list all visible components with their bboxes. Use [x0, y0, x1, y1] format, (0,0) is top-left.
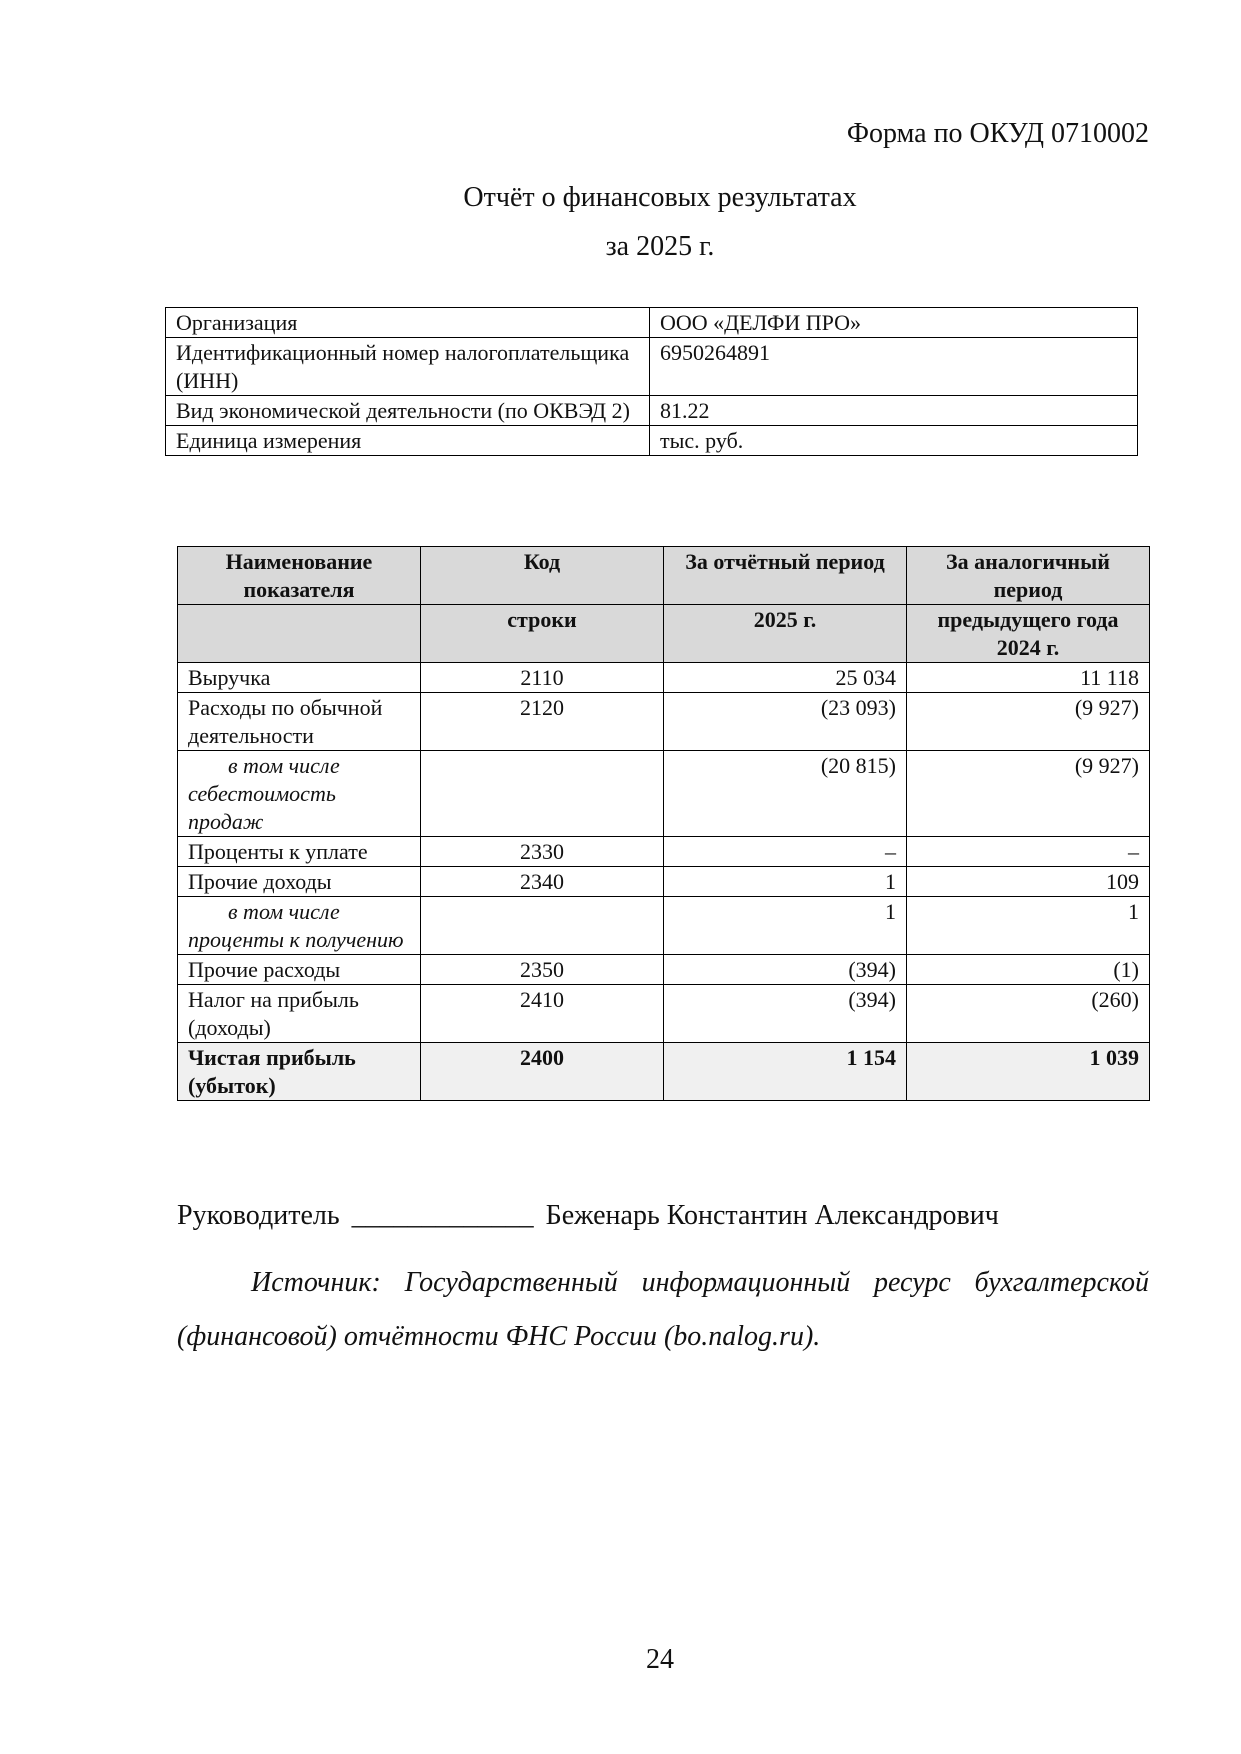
info-label: Единица измерения	[166, 426, 650, 456]
signature-line	[177, 1198, 999, 1234]
total-row	[178, 1043, 1150, 1101]
row-name: Чистая прибыль (убыток)	[178, 1043, 421, 1101]
source-note: Источник: Государственный информационный ресурс бухгалтерской (финансовой) отчётности ФНС России (bo.nalog.ru).	[177, 1267, 1149, 1352]
table-row	[178, 693, 1150, 751]
row-current: (20 815)	[664, 751, 907, 837]
row-previous: (1)	[907, 955, 1150, 985]
table-row	[178, 867, 1150, 897]
table-row	[178, 837, 1150, 867]
row-current: 1	[664, 897, 907, 955]
header-name-2	[178, 605, 421, 663]
table-row	[178, 985, 1150, 1043]
row-code: 2400	[421, 1043, 664, 1101]
row-code: 2330	[421, 837, 664, 867]
table-header-row	[178, 605, 1150, 663]
row-current: 1	[664, 867, 907, 897]
financial-results-table	[177, 546, 1150, 1101]
table-row	[178, 955, 1150, 985]
header-current-2: 2025 г.	[664, 605, 907, 663]
info-label: Идентификационный номер налогоплательщика (ИНН)	[166, 338, 650, 396]
table-row	[178, 751, 1150, 837]
header-previous-2: предыдущего года 2024 г.	[907, 605, 1150, 663]
row-code	[421, 751, 664, 837]
row-current: 25 034	[664, 663, 907, 693]
row-previous: (9 927)	[907, 751, 1150, 837]
report-title: Отчёт о финансовых результатах	[463, 182, 857, 213]
header-current: За отчётный период	[664, 547, 907, 605]
row-previous: 109	[907, 867, 1150, 897]
table-row	[178, 663, 1150, 693]
row-name: Расходы по обычной деятельности	[178, 693, 421, 751]
header-code-2: строки	[421, 605, 664, 663]
row-code: 2340	[421, 867, 664, 897]
row-name: в том числе себестоимость продаж	[178, 751, 421, 837]
header-code: Код	[421, 547, 664, 605]
info-row	[166, 426, 1138, 456]
form-code: Форма по ОКУД 0710002	[846, 118, 1149, 149]
organization-info-table	[165, 307, 1138, 456]
row-previous: –	[907, 837, 1150, 867]
row-current: –	[664, 837, 907, 867]
row-current: (23 093)	[664, 693, 907, 751]
row-name: Проценты к уплате	[178, 837, 421, 867]
row-previous: (9 927)	[907, 693, 1150, 751]
page-number: 24	[646, 1644, 674, 1675]
row-current: (394)	[664, 955, 907, 985]
info-value: тыс. руб.	[650, 426, 1138, 456]
row-name: Налог на прибыль (доходы)	[178, 985, 421, 1043]
row-code: 2350	[421, 955, 664, 985]
info-value: ООО «ДЕЛФИ ПРО»	[650, 308, 1138, 338]
info-value: 6950264891	[650, 338, 1138, 396]
row-code: 2110	[421, 663, 664, 693]
row-name: Прочие доходы	[178, 867, 421, 897]
report-period: за 2025 г.	[605, 231, 715, 262]
row-current: (394)	[664, 985, 907, 1043]
header-name: Наименование показателя	[178, 547, 421, 605]
row-code	[421, 897, 664, 955]
info-row	[166, 338, 1138, 396]
signature-name: Беженарь Константин Александрович	[545, 1200, 999, 1231]
info-label: Организация	[166, 308, 650, 338]
row-previous: 1	[907, 897, 1150, 955]
row-previous: 11 118	[907, 663, 1150, 693]
table-row	[178, 897, 1150, 955]
row-code: 2410	[421, 985, 664, 1043]
table-header-row	[178, 547, 1150, 605]
header-previous: За аналогичный период	[907, 547, 1150, 605]
info-value: 81.22	[650, 396, 1138, 426]
row-code: 2120	[421, 693, 664, 751]
info-row	[166, 396, 1138, 426]
signature-role: Руководитель	[177, 1200, 340, 1231]
row-current: 1 154	[664, 1043, 907, 1101]
row-previous: 1 039	[907, 1043, 1150, 1101]
row-previous: (260)	[907, 985, 1150, 1043]
info-label: Вид экономической деятельности (по ОКВЭД 2)	[166, 396, 650, 426]
row-name: Прочие расходы	[178, 955, 421, 985]
info-row	[166, 308, 1138, 338]
signature-blank: _____________	[351, 1200, 534, 1231]
row-name: Выручка	[178, 663, 421, 693]
row-name: в том числе проценты к получению	[178, 897, 421, 955]
